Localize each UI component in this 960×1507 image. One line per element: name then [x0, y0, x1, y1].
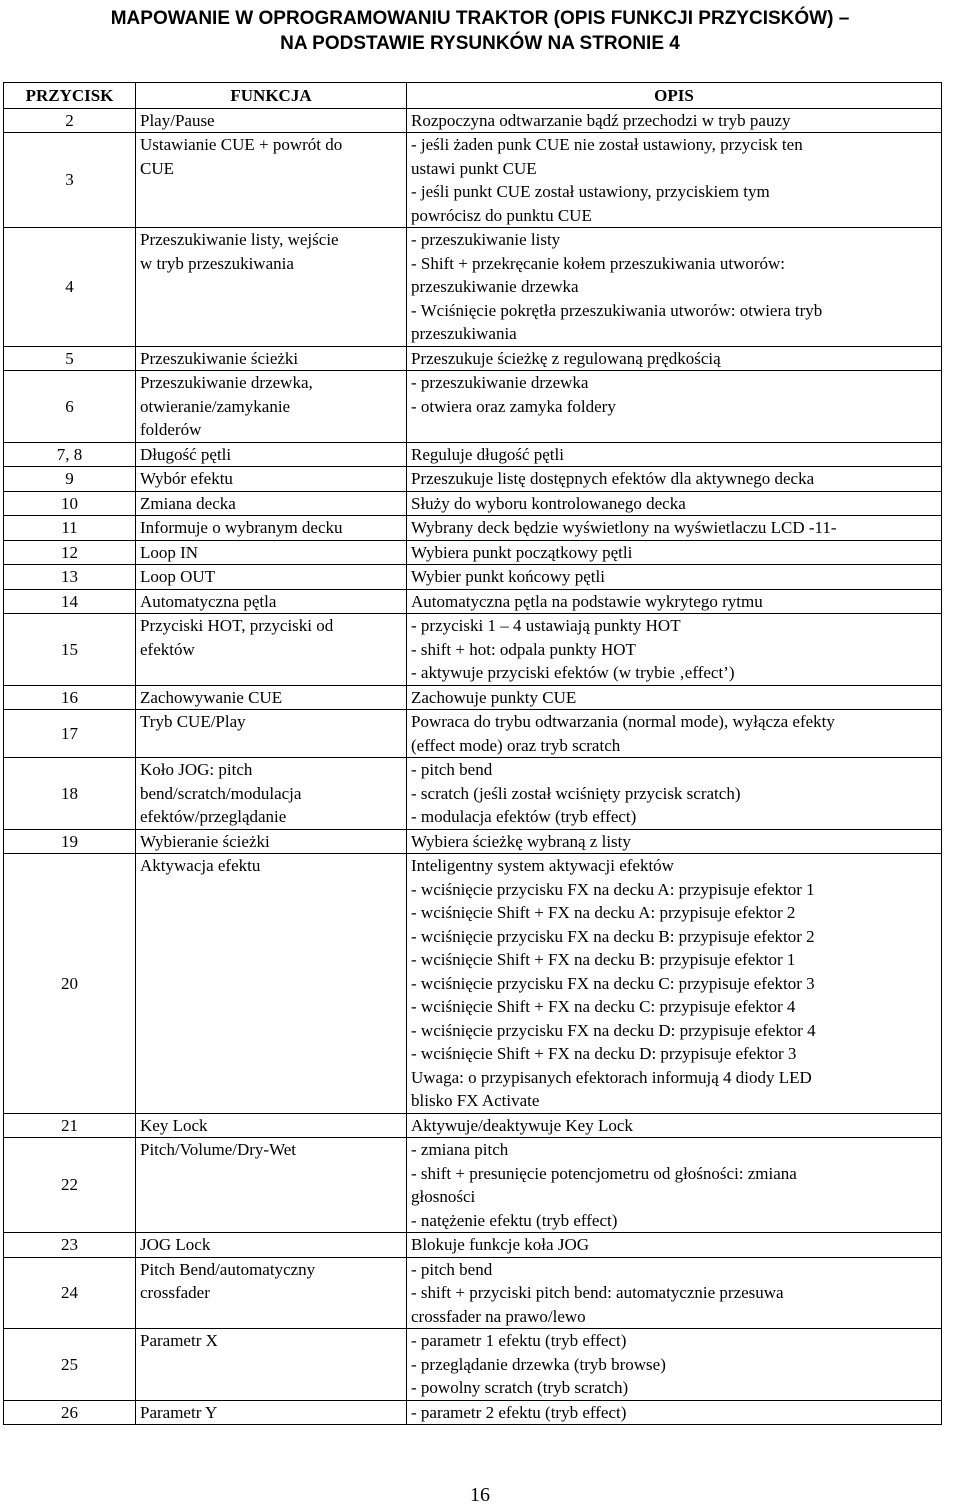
- description-line: Powraca do trybu odtwarzania (normal mode), wyłącza efekty: [411, 712, 835, 731]
- function-line: Automatyczna pętla: [140, 591, 277, 611]
- description-line: - Shift + przekręcanie kołem przeszukiwania utworów:: [411, 253, 786, 273]
- description-line: - wciśnięcie Shift + FX na decku B: przypisuje efektor 1: [411, 950, 796, 969]
- description-line: Uwaga: o przypisanych efektorach informują 4 diody LED: [411, 1067, 812, 1087]
- function-line: otwieranie/zamykanie: [140, 396, 291, 416]
- function-cell: [136, 758, 407, 830]
- button-function-table: [3, 82, 942, 1425]
- function-cell: [136, 1113, 407, 1138]
- button-number-cell: 11: [4, 516, 136, 541]
- description-cell: [407, 614, 942, 686]
- description-line: przeszukiwania: [411, 324, 517, 343]
- button-number-cell: 18: [4, 758, 136, 830]
- column-header-function: FUNKCJA: [136, 83, 407, 109]
- table-row: [4, 685, 942, 710]
- button-number-cell: 26: [4, 1400, 136, 1425]
- function-cell: [136, 685, 407, 710]
- function-cell: [136, 1138, 407, 1233]
- description-line: - shift + przyciski pitch bend: automatycznie przesuwa: [411, 1283, 784, 1302]
- description-line: Rozpoczyna odtwarzanie bądź przechodzi w tryb pauzy: [411, 110, 791, 130]
- function-line: efektów/przeglądanie: [140, 807, 287, 826]
- description-cell: [407, 228, 942, 347]
- button-number-cell: 4: [4, 228, 136, 347]
- description-cell: [407, 516, 942, 541]
- button-number-cell: 24: [4, 1257, 136, 1329]
- description-cell: [407, 829, 942, 854]
- description-line: Blokuje funkcje koła JOG: [411, 1235, 589, 1254]
- description-line: powrócisz do punktu CUE: [411, 205, 592, 225]
- function-cell: [136, 228, 407, 347]
- button-number-cell: 19: [4, 829, 136, 854]
- function-cell: [136, 467, 407, 492]
- button-number-cell: 7, 8: [4, 442, 136, 467]
- description-line: - modulacja efektów (tryb effect): [411, 807, 637, 826]
- function-cell: [136, 491, 407, 516]
- description-line: - wciśnięcie Shift + FX na decku C: przypisuje efektor 4: [411, 997, 796, 1016]
- description-cell: [407, 371, 942, 443]
- description-line: - shift + hot: odpala punkty HOT: [411, 639, 636, 659]
- function-line: Zmiana decka: [140, 493, 236, 513]
- function-cell: [136, 108, 407, 133]
- description-line: - wciśnięcie przycisku FX na decku A: przypisuje efektor 1: [411, 879, 815, 899]
- function-line: Informuje o wybranym decku: [140, 518, 343, 537]
- description-cell: [407, 710, 942, 758]
- table-row: [4, 442, 942, 467]
- table-row: [4, 1233, 942, 1258]
- function-line: Przyciski HOT, przyciski od: [140, 616, 334, 635]
- description-line: Służy do wyboru kontrolowanego decka: [411, 493, 686, 513]
- table-row: [4, 133, 942, 228]
- function-line: Parametr Y: [140, 1402, 218, 1422]
- description-cell: [407, 1257, 942, 1329]
- table-row: [4, 758, 942, 830]
- function-line: Key Lock: [140, 1115, 208, 1135]
- button-number-cell: 3: [4, 133, 136, 228]
- button-number-cell: 15: [4, 614, 136, 686]
- table-row: [4, 1138, 942, 1233]
- button-number-cell: 2: [4, 108, 136, 133]
- function-line: Pitch Bend/automatyczny: [140, 1259, 316, 1279]
- table-row: [4, 491, 942, 516]
- description-line: - przeszukiwanie drzewka: [411, 373, 589, 392]
- table-row: [4, 854, 942, 1114]
- description-cell: [407, 1113, 942, 1138]
- function-line: Długość pętli: [140, 444, 232, 464]
- description-line: - przeszukiwanie listy: [411, 230, 561, 249]
- table-row: [4, 710, 942, 758]
- description-cell: [407, 1138, 942, 1233]
- function-cell: [136, 1233, 407, 1258]
- description-line: - aktywuje przyciski efektów (w trybie ‚effect’): [411, 663, 735, 682]
- function-line: Wybieranie ścieżki: [140, 831, 270, 851]
- table-row: [4, 371, 942, 443]
- function-line: bend/scratch/modulacja: [140, 783, 302, 803]
- description-cell: [407, 133, 942, 228]
- description-line: - powolny scratch (tryb scratch): [411, 1378, 629, 1397]
- description-line: - parametr 2 efektu (tryb effect): [411, 1402, 627, 1422]
- button-number-cell: 23: [4, 1233, 136, 1258]
- description-line: Zachowuje punkty CUE: [411, 687, 577, 707]
- table-row: [4, 589, 942, 614]
- table-row: [4, 346, 942, 371]
- function-cell: [136, 1400, 407, 1425]
- function-cell: [136, 371, 407, 443]
- description-cell: [407, 1329, 942, 1401]
- description-line: - Wciśnięcie pokrętła przeszukiwania utworów: otwiera tryb: [411, 300, 823, 320]
- column-header-button: PRZYCISK: [4, 83, 136, 109]
- description-line: - wciśnięcie Shift + FX na decku A: przypisuje efektor 2: [411, 903, 796, 922]
- description-cell: [407, 108, 942, 133]
- function-line: Parametr X: [140, 1331, 218, 1350]
- button-number-cell: 14: [4, 589, 136, 614]
- description-cell: [407, 758, 942, 830]
- function-line: CUE: [140, 158, 174, 178]
- description-line: Wybiera ścieżkę wybraną z listy: [411, 831, 631, 851]
- function-cell: [136, 1329, 407, 1401]
- column-header-description: OPIS: [407, 83, 942, 109]
- button-number-cell: 17: [4, 710, 136, 758]
- description-line: Przeszukuje ścieżkę z regulowaną prędkością: [411, 348, 721, 368]
- description-cell: [407, 1400, 942, 1425]
- function-cell: [136, 442, 407, 467]
- table-row: [4, 108, 942, 133]
- function-line: Loop OUT: [140, 567, 216, 586]
- function-line: Pitch/Volume/Dry-Wet: [140, 1140, 297, 1159]
- function-line: Wybór efektu: [140, 469, 233, 488]
- button-number-cell: 13: [4, 565, 136, 590]
- description-line: głosności: [411, 1187, 476, 1206]
- table-row: [4, 228, 942, 347]
- description-line: - parametr 1 efektu (tryb effect): [411, 1331, 627, 1350]
- description-line: - shift + presunięcie potencjometru od głośności: zmiana: [411, 1163, 797, 1183]
- button-number-cell: 20: [4, 854, 136, 1114]
- description-cell: [407, 540, 942, 565]
- table-row: [4, 516, 942, 541]
- table-row: [4, 829, 942, 854]
- table-row: [4, 540, 942, 565]
- description-line: Inteligentny system aktywacji efektów: [411, 856, 674, 875]
- description-cell: [407, 346, 942, 371]
- function-cell: [136, 133, 407, 228]
- function-line: folderów: [140, 420, 202, 439]
- description-cell: [407, 854, 942, 1114]
- description-cell: [407, 1233, 942, 1258]
- description-cell: [407, 491, 942, 516]
- table-row: [4, 467, 942, 492]
- button-number-cell: 16: [4, 685, 136, 710]
- button-number-cell: 10: [4, 491, 136, 516]
- description-line: blisko FX Activate: [411, 1091, 540, 1110]
- function-cell: [136, 614, 407, 686]
- description-cell: [407, 467, 942, 492]
- description-line: (effect mode) oraz tryb scratch: [411, 735, 621, 755]
- function-cell: [136, 589, 407, 614]
- function-line: Aktywacja efektu: [140, 856, 261, 875]
- description-line: Reguluje długość pętli: [411, 444, 564, 464]
- function-cell: [136, 565, 407, 590]
- description-line: ustawi punkt CUE: [411, 158, 537, 178]
- description-line: - pitch bend: [411, 760, 493, 779]
- function-line: crossfader: [140, 1283, 210, 1302]
- description-line: - wciśnięcie przycisku FX na decku C: przypisuje efektor 3: [411, 973, 815, 993]
- table-row: [4, 565, 942, 590]
- function-cell: [136, 516, 407, 541]
- function-line: w tryb przeszukiwania: [140, 253, 294, 273]
- function-line: JOG Lock: [140, 1235, 211, 1254]
- table-row: [4, 614, 942, 686]
- description-line: Aktywuje/deaktywuje Key Lock: [411, 1115, 633, 1135]
- button-number-cell: 6: [4, 371, 136, 443]
- function-line: Przeszukiwanie ścieżki: [140, 348, 299, 368]
- description-line: przeszukiwanie drzewka: [411, 277, 579, 296]
- function-line: Przeszukiwanie drzewka,: [140, 373, 313, 392]
- table-row: [4, 1329, 942, 1401]
- description-line: - wciśnięcie przycisku FX na decku B: przypisuje efektor 2: [411, 926, 815, 946]
- table-body: [4, 108, 942, 1425]
- button-number-cell: 21: [4, 1113, 136, 1138]
- button-number-cell: 25: [4, 1329, 136, 1401]
- description-line: - scratch (jeśli został wciśnięty przycisk scratch): [411, 783, 741, 803]
- description-line: - jeśli żaden punk CUE nie został ustawiony, przycisk ten: [411, 135, 803, 154]
- function-cell: [136, 710, 407, 758]
- page-title: [0, 6, 960, 56]
- description-line: - jeśli punkt CUE został ustawiony, przyciskiem tym: [411, 182, 770, 201]
- function-line: Ustawianie CUE + powrót do: [140, 135, 343, 154]
- description-line: crossfader na prawo/lewo: [411, 1306, 586, 1326]
- function-line: Loop IN: [140, 542, 199, 562]
- description-line: - przyciski 1 – 4 ustawiają punkty HOT: [411, 616, 681, 635]
- function-line: Tryb CUE/Play: [140, 712, 246, 731]
- description-line: - pitch bend: [411, 1259, 493, 1279]
- description-cell: [407, 565, 942, 590]
- function-cell: [136, 829, 407, 854]
- description-cell: [407, 589, 942, 614]
- function-cell: [136, 854, 407, 1114]
- button-number-cell: 9: [4, 467, 136, 492]
- description-line: Wybier punkt końcowy pętli: [411, 567, 605, 586]
- description-line: - wciśnięcie przycisku FX na decku D: przypisuje efektor 4: [411, 1020, 816, 1040]
- description-line: Wybiera punkt początkowy pętli: [411, 542, 633, 562]
- table-row: [4, 1113, 942, 1138]
- function-line: Koło JOG: pitch: [140, 760, 253, 779]
- description-line: - przeglądanie drzewka (tryb browse): [411, 1354, 666, 1374]
- function-line: Przeszukiwanie listy, wejście: [140, 230, 339, 249]
- description-line: Przeszukuje listę dostępnych efektów dla aktywnego decka: [411, 469, 815, 488]
- table-row: [4, 1400, 942, 1425]
- function-cell: [136, 346, 407, 371]
- title-line-1: MAPOWANIE W OPROGRAMOWANIU TRAKTOR (OPIS FUNKCJI PRZYCISKÓW) –: [110, 8, 850, 29]
- description-line: - zmiana pitch: [411, 1140, 509, 1159]
- description-cell: [407, 442, 942, 467]
- button-number-cell: 12: [4, 540, 136, 565]
- description-line: Automatyczna pętla na podstawie wykrytego rytmu: [411, 591, 763, 611]
- description-line: - natężenie efektu (tryb effect): [411, 1210, 618, 1230]
- title-line-2: NA PODSTAWIE RYSUNKÓW NA STRONIE 4: [280, 33, 680, 54]
- description-line: - otwiera oraz zamyka foldery: [411, 396, 616, 416]
- description-cell: [407, 685, 942, 710]
- description-line: Wybrany deck będzie wyświetlony na wyświetlaczu LCD -11-: [411, 518, 837, 537]
- table-header-row: [4, 83, 942, 109]
- function-cell: [136, 1257, 407, 1329]
- page-number: 16: [470, 1484, 490, 1506]
- function-line: Zachowywanie CUE: [140, 687, 283, 707]
- button-number-cell: 22: [4, 1138, 136, 1233]
- function-line: efektów: [140, 639, 195, 659]
- table-row: [4, 1257, 942, 1329]
- function-line: Play/Pause: [140, 110, 215, 130]
- button-number-cell: 5: [4, 346, 136, 371]
- function-cell: [136, 540, 407, 565]
- description-line: - wciśnięcie Shift + FX na decku D: przypisuje efektor 3: [411, 1044, 797, 1063]
